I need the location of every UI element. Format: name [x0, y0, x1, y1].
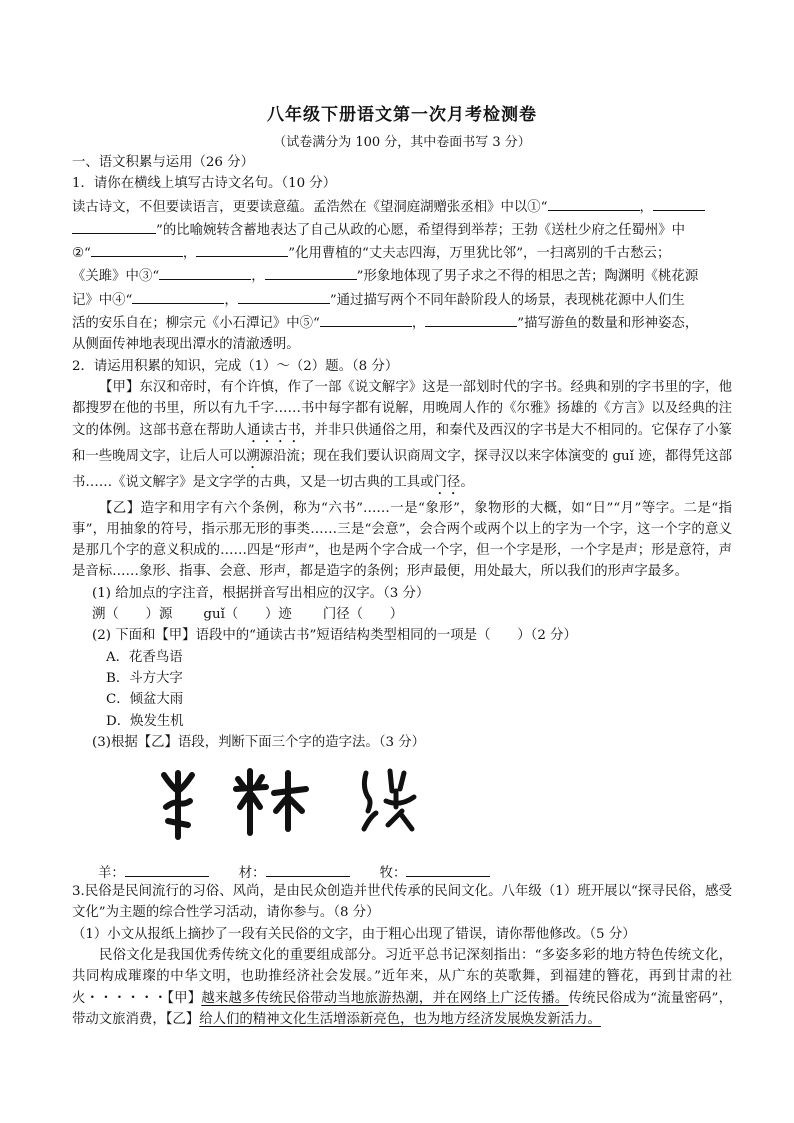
ancient-char-yang-image: [158, 767, 198, 843]
q1-text: ”描写游鱼的数量和形神姿态，: [517, 316, 699, 332]
option-b[interactable]: B．斗方大字: [106, 670, 183, 686]
character-answer-line: [72, 861, 732, 881]
answer-blank[interactable]: [653, 195, 705, 211]
option-a[interactable]: A．花香鸟语: [106, 649, 183, 665]
q2-sub3: (3)根据【乙】语段，判断下面三个字的造字法。（3 分）: [92, 734, 426, 750]
q1-text: ”化用曹植的“丈夫志四海，万里犹比邻”，一扫离别的千古愁云；: [288, 246, 671, 262]
fill-label: 羊：: [98, 866, 125, 882]
mu-answer[interactable]: [380, 861, 491, 881]
answer-blank[interactable]: [125, 861, 209, 877]
option-c[interactable]: C．倾盆大雨: [106, 692, 184, 708]
fill-label: 牧：: [379, 866, 407, 882]
passage-text: 传统民俗成为“流量密码”，带动文旅消费，: [72, 990, 732, 1027]
q3-passage: [72, 945, 732, 1030]
comma: ，: [639, 199, 653, 215]
answer-blank[interactable]: [196, 241, 288, 257]
q2-sub1: (1) 给加点的字注音，根据拼音写出相应的汉字。（3 分）: [92, 585, 430, 601]
cai-answer[interactable]: [239, 861, 350, 881]
q1-text: ”形象地体现了男子求之不得的相思之苦；陶渊明《桃花源: [356, 269, 699, 285]
answer-blank[interactable]: [238, 288, 330, 304]
answer-blank[interactable]: [132, 288, 224, 304]
marker-jia: 【甲】: [167, 990, 202, 1006]
passage-text: 。: [460, 474, 474, 490]
answer-blank[interactable]: [159, 264, 251, 280]
passage-yi: 【乙】造字和用字有六个条例，称为“六书”……一是“象形”，象物形的大概，如“日”“月”等字。二是“指事”，用抽象的符号，指示那无形的事类……三是“会意”，会合两个或两个以上的字为一个字，这一个字的意义是那几个字的意义积成的……四是“形声”，也是两个字合成一个字，但一个字是形，一个字是声；形是意符，声是音标……象形、指事、会意、形声，都是造字的条例；形声最便，用处最大，所以我们的形声字最多。: [72, 500, 732, 580]
dotted-char: 门径: [433, 474, 461, 490]
passage-text: 民俗文化是我国优秀传统文化的重要组成部分。习近平总书记深刻指出：“多姿多彩的地方特色传统文化，共同构成璀璨的中华文明，也助推经济社会发展。”近年来，从广东的英歌舞，到福建的簪花，再到甘肃的社火・・・・・・: [72, 948, 732, 1006]
comma: ，: [182, 246, 197, 262]
comma: ，: [224, 292, 238, 308]
answer-blank[interactable]: [320, 311, 412, 327]
q2-heading: 2．请运用积累的知识，完成（1）～（2）题。（8 分）: [72, 358, 399, 374]
ancient-char-mu-image: [356, 767, 420, 839]
q1-text: ”的比喻婉转含蓄地表达了自己从政的心愿，希望得到举荐；王勃《送杜少府之任蜀州》中: [156, 222, 686, 238]
underlined-sentence-jia: 越来越多传统民俗带动当地旅游热潮，并在网络上广泛传播。: [201, 990, 569, 1006]
answer-blank[interactable]: [265, 264, 357, 280]
section-heading: 一、语文积累与运用（26 分）: [72, 155, 254, 170]
q1-heading: 1．请你在横线上填写古诗文名句。（10 分）: [72, 176, 337, 192]
q1-text: 活的安乐自在；柳宗元《小石潭记》中⑤“: [72, 316, 320, 332]
q2-sub2: (2) 下面和【甲】语段中的“通读古书”短语结构类型相同的一项是（ ）（2 分）: [92, 628, 577, 644]
option-d[interactable]: D．焕发生机: [106, 713, 184, 729]
page-title: 八年级下册语文第一次月考检测卷: [267, 105, 537, 125]
q1-text: 《关雎》中③“: [72, 269, 160, 285]
exam-page: [72, 100, 732, 1030]
marker-yi: 【乙】: [165, 1011, 200, 1027]
answer-blank[interactable]: [91, 241, 183, 257]
answer-blank[interactable]: [548, 195, 640, 211]
dotted-phrase: 通读古书: [247, 422, 302, 438]
page-subtitle: （试卷满分为 100 分，其中卷面书写 3 分）: [273, 135, 531, 150]
yang-answer[interactable]: [98, 861, 209, 881]
passage-text: 【甲】东汉和帝时，有个许慎，作了一部《说文解字》这是一部划时代的字书。经典和别的字书里的字，他都搜罗在他的书里，所以有九千字……书中每字都有说解，用晚周人作的《尔雅》扬雄的《方言》以及经典的注文的体例。这部书意在帮助人: [72, 379, 732, 438]
answer-blank[interactable]: [406, 861, 490, 877]
q1-text: 读古诗文，不但要读语言，更要读意蕴。孟浩然在《望洞庭湖赠张丞相》中以①“: [72, 199, 548, 215]
answer-blank[interactable]: [72, 218, 156, 234]
q1-text: ②“: [72, 246, 91, 262]
q1-text: ”通过描写两个不同年龄阶段人的场景，表现桃花源中人们生: [329, 292, 685, 308]
q1-text: 记》中④“: [72, 292, 133, 308]
answer-blank[interactable]: [425, 311, 517, 327]
q1-text: 从侧面传神地表现出潭水的清澈透明。: [72, 337, 300, 353]
comma: ，: [411, 316, 426, 332]
q3-heading: 3.民俗是民间流行的习俗、风尚，是由民众创造并世代传承的民间文化。八年级（1）班开展以“探寻民俗，感受文化”为主题的综合性学习活动，请你参与。（8 分）: [72, 884, 732, 921]
q3-sub1: （1）小文从报纸上摘抄了一段有关民俗的文字，由于粗心出现了错误，请你帮他修改。（5 分）: [72, 926, 636, 942]
answer-blank[interactable]: [266, 861, 350, 877]
passage-text: ，并非只供通俗之用，和秦代及西汉的字书是大不相同的。它保存了小篆和一些晚周文字，让后人可以: [72, 422, 733, 464]
comma: ，: [251, 269, 265, 285]
q1-body: [72, 195, 732, 356]
dotted-char: 溯: [246, 448, 260, 464]
fill-label: 材：: [238, 866, 266, 882]
ancient-characters-figure: [72, 759, 732, 859]
passage-jia: [72, 377, 732, 498]
ancient-char-cai-image: [232, 767, 312, 837]
underlined-sentence-yi: 给人们的精神文化生活增添新亮色，也为地方经济发展焕发新活力。: [199, 1011, 601, 1027]
passage-text: 源沿流；现在我们要认识商周文字，探寻汉以来字体演变的 guǐ 迹，都得凭这部书……《说文解字》是文字学的古典，又是一切古典的工具或: [72, 448, 733, 490]
q2-sub1-answer-line[interactable]: 溯（ ）源 guǐ（ ）迹 门径（ ）: [92, 607, 404, 623]
